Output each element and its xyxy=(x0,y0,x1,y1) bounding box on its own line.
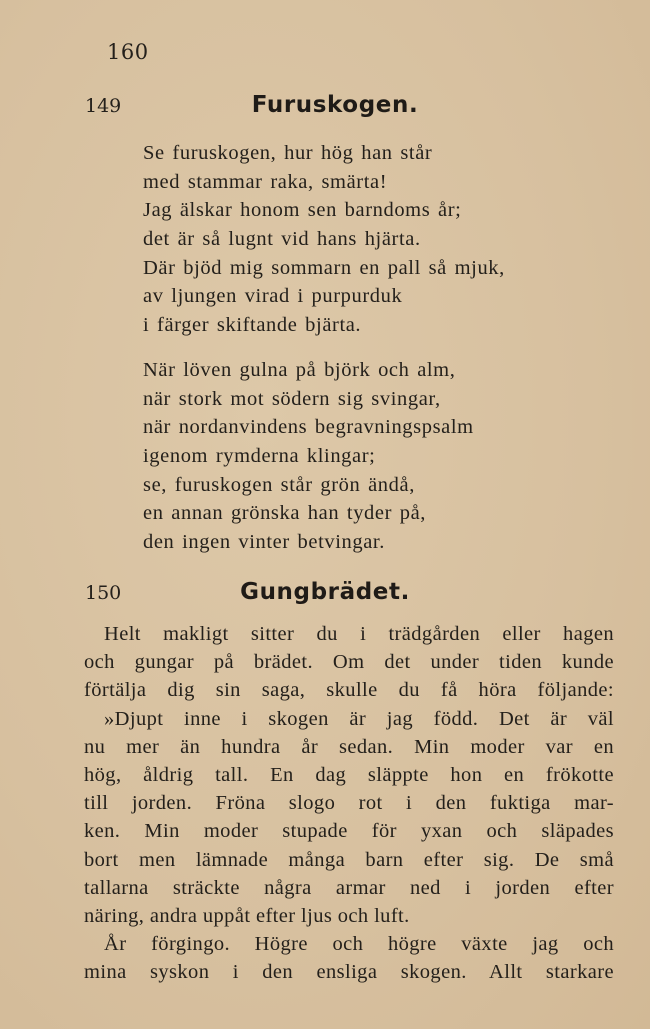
verse-line: Jag älskar honom sen barndoms år; xyxy=(143,199,462,222)
page-number: 160 xyxy=(107,40,149,64)
prose-line: förtälja dig sin saga, skulle du få höra följande: xyxy=(84,679,614,702)
verse-line: en annan grönska han tyder på, xyxy=(143,502,427,525)
prose-body xyxy=(84,620,614,986)
poem-title-furuskogen: Furuskogen. xyxy=(251,92,419,118)
prose-line: ken. Min moder stupade för yxan och släpades xyxy=(84,820,614,843)
prose-line: och gungar på brädet. Om det under tiden kunde xyxy=(84,651,614,674)
poem-stanza-1 xyxy=(143,139,505,340)
prose-line: tallarna sträckte några armar ned i jorden efter xyxy=(84,876,614,899)
poem-stanza-2 xyxy=(143,356,474,557)
verse-line: när nordanvindens begravningspsalm xyxy=(143,416,474,439)
poem-number-149: 149 xyxy=(85,95,122,117)
prose-line: till jorden. Fröna slogo rot i den fuktiga mar- xyxy=(84,792,614,815)
verse-line: se, furuskogen står grön ändå, xyxy=(143,473,415,496)
verse-line: Se furuskogen, hur hög han står xyxy=(143,142,433,164)
verse-line: igenom rymderna klingar; xyxy=(143,445,376,468)
prose-line: År förgingo. Högre och högre växte jag och xyxy=(104,933,614,956)
prose-line: nu mer än hundra år sedan. Min moder var en xyxy=(84,735,614,758)
verse-line: När löven gulna på björk och alm, xyxy=(143,359,456,381)
verse-line: med stammar raka, smärta! xyxy=(143,170,388,193)
verse-line: av ljungen virad i purpurduk xyxy=(143,285,403,308)
prose-line: mina syskon i den ensliga skogen. Allt starkare xyxy=(84,961,614,984)
prose-line: Helt makligt sitter du i trädgården eller hagen xyxy=(104,623,614,645)
verse-line: när stork mot södern sig svingar, xyxy=(143,387,441,410)
verse-line: i färger skiftande bjärta. xyxy=(143,314,362,337)
verse-line: den ingen vinter betvingar. xyxy=(143,531,385,554)
poem-title-gungbradet: Gungbrädet. xyxy=(240,579,410,605)
verse-line: Där bjöd mig sommarn en pall så mjuk, xyxy=(143,256,505,279)
prose-line: hög, åldrig tall. En dag släppte hon en frökotte xyxy=(84,763,614,786)
prose-line: bort men lämnade många barn efter sig. De små xyxy=(84,848,614,871)
prose-line: »Djupt inne i skogen är jag född. Det är väl xyxy=(104,707,614,730)
prose-line: näring, andra uppåt efter ljus och luft. xyxy=(84,904,410,927)
verse-line: det är så lugnt vid hans hjärta. xyxy=(143,228,421,251)
poem-number-150: 150 xyxy=(85,582,122,604)
